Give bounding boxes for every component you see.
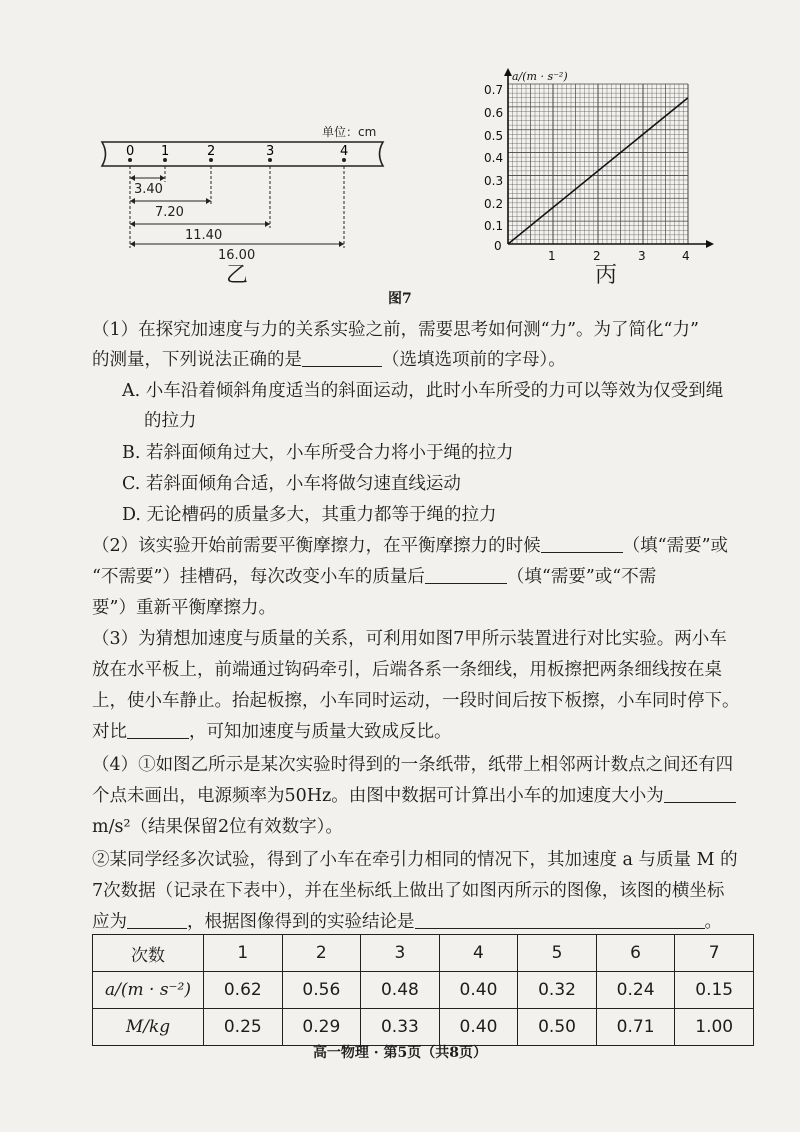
table-cell: 0.24 [596,972,675,1009]
table-cell: 3 [361,935,440,972]
y-tick: 0.5 [484,129,504,143]
tape-point-label: 3 [266,144,275,159]
option-a-line1: A. 小车沿着倾斜角度适当的斜面运动，此时小车所受的力可以等效为仅受到绳 [122,381,724,401]
q2-line3: 要”）重新平衡摩擦力。 [92,598,276,618]
option-a-line2: 的拉力 [144,411,197,431]
option-b: B. 若斜面倾角过大，小车所受合力将小于绳的拉力 [122,443,514,463]
q2-answer-blank-2[interactable] [425,565,507,584]
table-cell: 0.62 [204,972,283,1009]
q1-text-a: 的测量，下列说法正确的是 [92,350,302,370]
q3-answer-blank[interactable] [127,720,189,739]
x-tick: 2 [593,249,601,263]
q3-line3: 上，使小车静止。抬起板擦，小车同时运动，一段时间后按下板擦，小车同时停下。 [92,691,740,711]
q4-line2 [92,781,752,811]
q3-text-b: ，可知加速度与质量大致成反比。 [189,722,452,742]
table-cell: 次数 [93,935,204,972]
table-cell: 0.40 [439,972,518,1009]
y-tick: 0.4 [484,151,504,165]
tape-point-label: 2 [207,144,216,159]
distance-label: 16.00 [218,248,256,260]
table-cell: a/(m · s⁻²) [93,972,204,1009]
table-row [93,972,754,1009]
q4-answer-blank-3[interactable] [415,910,705,929]
table-cell: 0.29 [282,1009,361,1046]
q2-text-b: （填“需要”或 [622,536,729,556]
tape-points [126,144,348,162]
option-d: D. 无论槽码的质量多大，其重力都等于绳的拉力 [122,505,497,525]
q4-text-b: 应为 [92,912,127,932]
y-tick: 0.3 [484,174,504,188]
q2-text-a: （2）该实验开始前需要平衡摩擦力，在平衡摩擦力的时候 [92,536,541,556]
q4-line1: （4）①如图乙所示是某次实验时得到的一条纸带，纸带上相邻两计数点之间还有四 [92,755,734,775]
q4-answer-blank-1[interactable] [664,784,736,803]
q2-text-c: “不需要”）挂槽码，每次改变小车的质量后 [92,567,425,587]
figure-title: 图7 [388,291,412,307]
table-cell: 0.33 [361,1009,440,1046]
table-cell: 1.00 [675,1009,754,1046]
table-cell: 0.50 [518,1009,597,1046]
table-cell: 1 [204,935,283,972]
y-tick: 0.7 [484,83,504,97]
q2-text-d: （填“需要”或“不需 [506,567,657,587]
q2-answer-blank-1[interactable] [541,534,623,553]
q4-line4: ②某同学经多次试验，得到了小车在牵引力相同的情况下，其加速度 a 与质量 M 的 [92,850,738,870]
q4-line6 [92,907,752,937]
q4-line5: 7次数据（记录在下表中），并在坐标纸上做出了如图丙所示的图像，该图的横坐标 [92,881,725,901]
table-cell: 0.71 [596,1009,675,1046]
x-tick: 4 [682,249,690,263]
table-cell: 2 [282,935,361,972]
table-cell: 4 [439,935,518,972]
x-tick: 3 [638,249,646,263]
q4-text-d: 。 [704,912,722,932]
q4-answer-blank-2[interactable] [127,910,187,929]
x-tick: 1 [548,249,556,263]
y-tick: 0.1 [484,219,504,233]
table-cell: 0.25 [204,1009,283,1046]
table-cell: M/kg [93,1009,204,1046]
table-cell: 7 [675,935,754,972]
y-tick: 0 [494,239,502,253]
table-cell: 0.32 [518,972,597,1009]
q3-line1: （3）为猜想加速度与质量的关系，可利用如图7甲所示装置进行对比实验。两小车 [92,629,727,649]
q1-answer-blank[interactable] [302,348,382,367]
table-cell: 0.48 [361,972,440,1009]
y-tick-labels [484,83,503,253]
table-row [93,1009,754,1046]
tape-point-label: 1 [161,144,170,159]
acceleration-graph [478,62,738,272]
graph-grid [508,84,688,244]
tape-distances [134,182,255,260]
data-table [92,934,754,1046]
q1-text-b: （选填选项前的字母）。 [382,350,566,370]
distance-label: 7.20 [155,205,184,220]
table-cell: 0.56 [282,972,361,1009]
distance-label: 11.40 [185,228,223,243]
table-cell: 0.15 [675,972,754,1009]
paper-tape-figure [100,120,400,260]
q3-line2: 放在水平板上，前端通过钩码牵引，后端各系一条细线，用板擦把两条细线按在桌 [92,660,722,680]
table-cell: 5 [518,935,597,972]
table-cell: 0.40 [439,1009,518,1046]
table-cell: 6 [596,935,675,972]
option-c: C. 若斜面倾角合适，小车将做匀速直线运动 [122,474,461,494]
q3-line4 [92,717,752,747]
q4-text-a: 个点未画出，电源频率为50Hz。由图中数据可计算出小车的加速度大小为 [92,786,664,806]
distance-label: 3.40 [134,182,163,197]
x-axis-arrow [706,240,714,248]
q4-line3: m/s²（结果保留2位有效数字）。 [92,817,343,837]
page-footer: 高一物理 · 第5页（共8页） [312,1045,488,1061]
q2-line1 [92,531,752,561]
q1-line1: （1）在探究加速度与力的关系实验之前，需要思考如何测“力”。为了简化“力” [92,320,699,340]
tape-point-label: 0 [126,144,135,159]
figure-label-bing: 丙 [595,263,618,288]
y-axis-arrow [504,68,512,76]
figure-label-yi: 乙 [226,263,249,288]
q2-line2 [92,562,752,592]
y-tick: 0.2 [484,197,504,211]
table-row [93,935,754,972]
q3-text-a: 对比 [92,722,127,742]
y-tick: 0.6 [484,106,504,120]
unit-label: 单位：cm [322,125,377,139]
q1-line2 [92,345,752,375]
tape-point-label: 4 [340,144,349,159]
y-axis-label: a/(m · s⁻²) [512,70,568,83]
x-tick-labels [548,249,690,263]
q4-text-c: ，根据图像得到的实验结论是 [187,912,415,932]
